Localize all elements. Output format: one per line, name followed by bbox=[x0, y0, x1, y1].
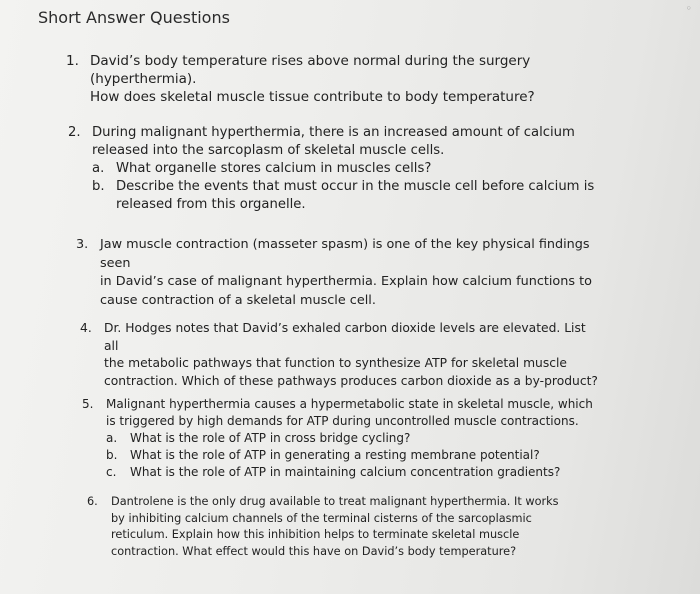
sub-question-letter: a. bbox=[92, 161, 105, 176]
question-line: released into the sarcoplasm of skeletal muscle cells. bbox=[92, 143, 445, 158]
sub-question-b bbox=[92, 178, 608, 214]
sub-question-c bbox=[106, 464, 602, 481]
question-text bbox=[90, 52, 626, 106]
question-line: How does skeletal muscle tissue contribute to body temperature? bbox=[90, 89, 535, 105]
corner-mark-icon: ◦ bbox=[685, 2, 692, 15]
sub-question-line: What is the role of ATP in generating a resting membrane potential? bbox=[130, 448, 540, 462]
question-2 bbox=[68, 124, 608, 214]
question-text bbox=[111, 494, 587, 560]
question-line: Dr. Hodges notes that David’s exhaled carbon dioxide levels are elevated. List all bbox=[104, 321, 586, 353]
sub-question-letter: b. bbox=[106, 448, 118, 462]
question-line: David’s body temperature rises above normal during the surgery (hyperthermia). bbox=[90, 53, 531, 87]
question-3 bbox=[76, 236, 596, 310]
question-line: by inhibiting calcium channels of the terminal cisterns of the sarcoplasmic bbox=[111, 511, 532, 525]
question-number: 6. bbox=[87, 495, 98, 508]
question-line: the metabolic pathways that function to synthesize ATP for skeletal muscle bbox=[104, 356, 568, 370]
question-4 bbox=[80, 320, 600, 390]
question-line: in David’s case of malignant hyperthermia. Explain how calcium functions to bbox=[100, 274, 592, 289]
page-title: Short Answer Questions bbox=[38, 8, 230, 27]
question-line: Jaw muscle contraction (masseter spasm) is one of the key physical findings seen bbox=[100, 237, 590, 271]
question-line: Malignant hyperthermia causes a hypermetabolic state in skeletal muscle, which bbox=[106, 397, 593, 411]
question-line: cause contraction of a skeletal muscle cell. bbox=[100, 292, 376, 308]
question-text bbox=[106, 396, 602, 430]
question-text bbox=[92, 124, 608, 160]
sub-question-line: Describe the events that must occur in the muscle cell before calcium is bbox=[116, 179, 595, 194]
question-text bbox=[100, 236, 596, 310]
question-line: contraction. Which of these pathways produces carbon dioxide as a by-product? bbox=[104, 373, 598, 388]
question-line: is triggered by high demands for ATP during uncontrolled muscle contractions. bbox=[106, 414, 579, 428]
question-5 bbox=[82, 396, 602, 481]
sub-question-letter: c. bbox=[106, 465, 117, 479]
sub-question-a bbox=[106, 430, 602, 447]
question-number: 1. bbox=[66, 53, 79, 69]
question-line: contraction. What effect would this have on David’s body temperature? bbox=[111, 544, 517, 558]
sub-question-line: What is the role of ATP in maintaining calcium concentration gradients? bbox=[130, 465, 561, 479]
sub-question-a bbox=[92, 160, 608, 178]
sub-question-b bbox=[106, 447, 602, 464]
question-text bbox=[104, 320, 600, 390]
question-1 bbox=[66, 52, 626, 106]
question-number: 2. bbox=[68, 125, 81, 140]
sub-question-line: What is the role of ATP in cross bridge cycling? bbox=[130, 431, 411, 445]
sub-question-letter: b. bbox=[92, 179, 105, 194]
question-6 bbox=[87, 494, 587, 560]
question-line: reticulum. Explain how this inhibition helps to terminate skeletal muscle bbox=[111, 528, 520, 541]
question-number: 5. bbox=[82, 397, 94, 411]
sub-question-line: What organelle stores calcium in muscles cells? bbox=[116, 161, 432, 176]
sub-question-letter: a. bbox=[106, 431, 118, 445]
question-number: 3. bbox=[76, 237, 89, 252]
question-number: 4. bbox=[80, 321, 92, 335]
sub-question-line: released from this organelle. bbox=[116, 197, 306, 212]
question-line: Dantrolene is the only drug available to treat malignant hyperthermia. It works bbox=[111, 495, 559, 508]
question-line: During malignant hyperthermia, there is an increased amount of calcium bbox=[92, 125, 575, 140]
